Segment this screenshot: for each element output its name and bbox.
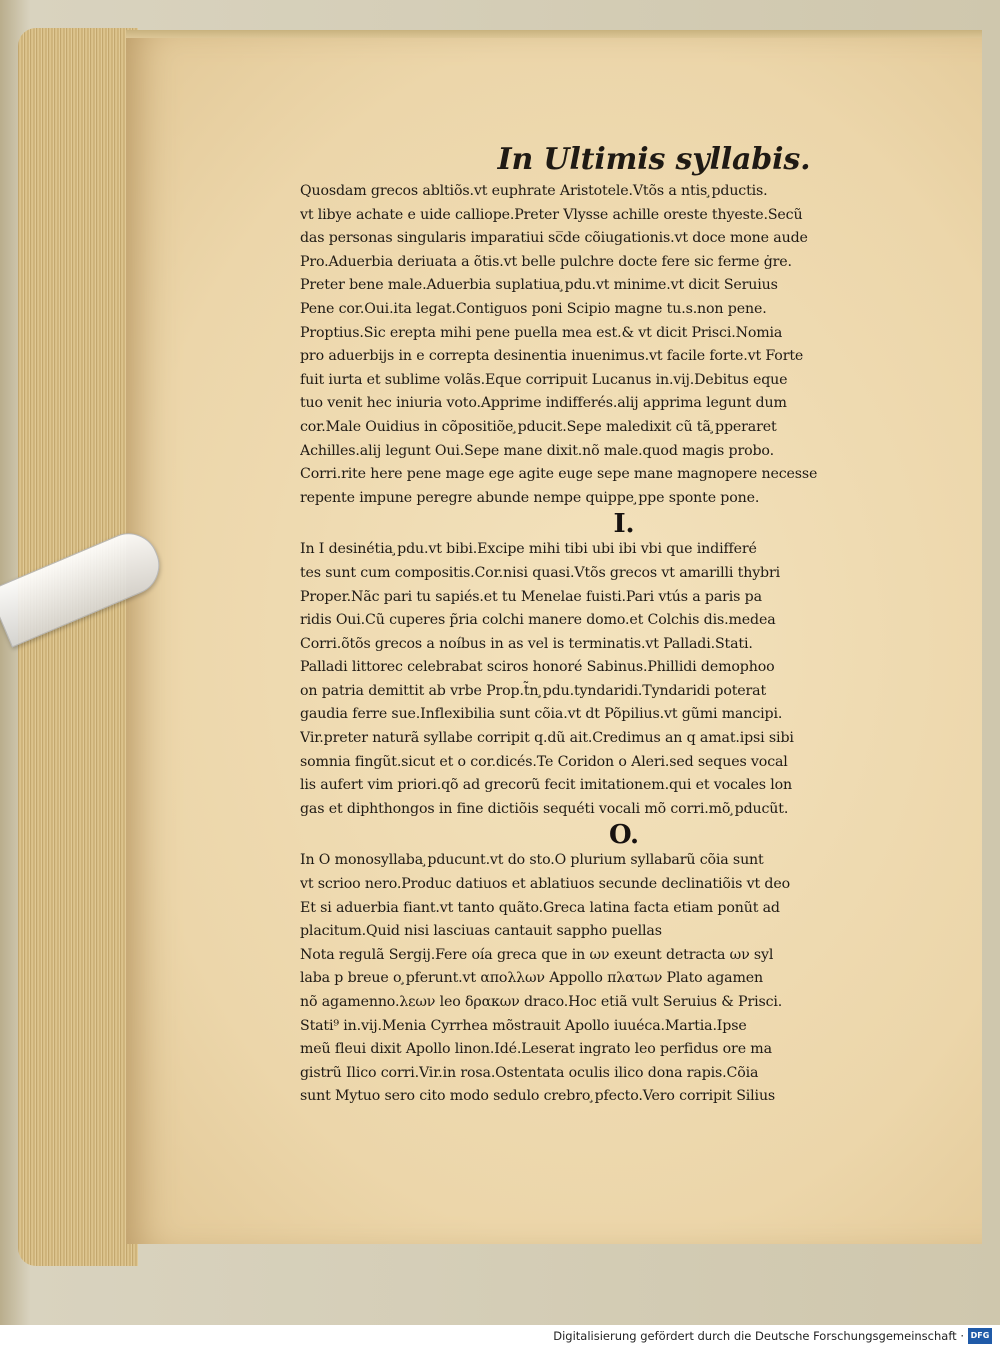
text-line: Nota regulã Sergij.Fere oía greca que in ων exeunt detracta ων syl: [300, 946, 774, 963]
paragraph-block-2: [300, 538, 948, 821]
text-line: tes sunt cum compositis.Cor.nisi quasi.Vtõs grecos vt amarilli thybri: [300, 564, 781, 581]
text-line: das personas singularis imparatiui sc̅de cõiugationis.vt doce mone aude: [300, 230, 808, 247]
text-line: Quosdam grecos abltiõs.vt euphrate Aristotele.Vtõs a ntis ̧pductis.: [300, 183, 768, 199]
dfg-logo-icon: DFG: [968, 1328, 992, 1344]
text-line: Achilles.alij legunt Oui.Sepe mane dixit.nõ male.quod magis probo.: [300, 442, 774, 459]
footer-bar: [0, 1325, 1000, 1349]
text-line: lis aufert vim priori.qõ ad grecorũ fecit imitationem.qui et vocales lon: [300, 777, 793, 794]
text-line: sunt Mytuo sero cito modo sedulo crebro ̧pfecto.Vero corripit Silius: [300, 1088, 776, 1105]
text-line: Proptius.Sic erepta mihi pene puella mea est.& vt dicit Prisci.Nomia: [300, 324, 783, 341]
text-line: meũ fleui dixit Apollo linon.Idé.Leserat ingrato leo perfidus ore ma: [300, 1041, 772, 1058]
text-line: Corri.õtõs grecos a noíbus in as vel is terminatis.vt Palladi.Stati.: [300, 635, 753, 652]
text-line: somnia fingũt.sicut et o cor.dicés.Te Coridon o Aleri.sed seques vocal: [300, 753, 788, 770]
text-line: laba p breue o ̧pferunt.vt απολλων Appollo πλατων Plato agamen: [300, 970, 764, 987]
footer-credit: Digitalisierung gefördert durch die Deutsche Forschungsgemeinschaft ·: [553, 1329, 964, 1343]
text-line: placitum.Quid nisi lasciuas cantauit sappho puellas: [300, 923, 662, 940]
text-line: In O monosyllaba ̧pducunt.vt do sto.O plurium syllabarũ cõia sunt: [300, 852, 764, 869]
text-line: cor.Male Ouidius in cõpositiõe ̧pducit.Sepe maledixit cũ tã ̧pperaret: [300, 418, 777, 435]
text-line: on patria demittit ab vrbe Prop.t̃n ̧pdu.tyndaridi.Tyndaridi poterat: [300, 682, 767, 699]
section-heading-i: I.: [613, 509, 635, 540]
text-line: Proper.Nãc pari tu sapiés.et tu Menelae fuisti.Pari vtús a paris pa: [300, 588, 762, 605]
text-line: In I desinétia ̧pdu.vt bibi.Excipe mihi tibi ubi ibi vbi que indifferé: [300, 541, 757, 558]
text-line: gistrũ Ilico corri.Vir.in rosa.Ostentata oculis ilico dona rapis.Cõia: [300, 1064, 759, 1081]
text-line: Preter bene male.Aduerbia suplatiua ̧pdu.vt minime.vt dicit Seruius: [300, 277, 778, 294]
text-line: Pro.Aduerbia deriuata a õtis.vt belle pulchre docte fere sic ferme ġre.: [300, 253, 792, 270]
text-line: vt scrioo nero.Produc datiuos et ablatiuos secunde declinatiõis vt deo: [300, 876, 790, 893]
text-line: tuo venit hec iniuria voto.Apprime indifferés.alij apprima legunt dum: [300, 395, 787, 412]
text-line: Vir.preter naturã syllabe corripit q.dũ ait.Credimus an q amat.ipsi sibi: [300, 730, 794, 747]
paragraph-block-1: [300, 180, 948, 510]
page-text: [300, 140, 948, 1109]
text-line: Corri.rite here pene mage ege agite euge sepe mane magnopere necesse: [300, 466, 818, 483]
text-line: pro aduerbijs in e correpta desinentia inuenimus.vt facile forte.vt Forte: [300, 348, 804, 365]
page-heading: In Ultimis syllabis.: [497, 142, 811, 177]
text-line: Palladi littorec celebrabat sciros honoré Sabinus.Phillidi demophoo: [300, 659, 775, 676]
text-line: gaudia ferre sue.Inflexibilia sunt cõia.vt dt Põpilius.vt gũmi mancipi.: [300, 706, 783, 723]
text-line: vt libye achate e uide calliope.Preter Vlysse achille oreste thyeste.Secũ: [300, 206, 803, 223]
text-line: fuit iurta et sublime volãs.Eque corripuit Lucanus in.vij.Debitus eque: [300, 371, 788, 388]
text-line: repente impune peregre abunde nempe quippe ̧ppe sponte pone.: [300, 489, 760, 506]
section-heading-o: O.: [609, 820, 639, 851]
text-line: Pene cor.Oui.ita legat.Contiguos poni Scipio magne tu.s.non pene.: [300, 300, 767, 317]
text-line: ridis Oui.Cũ cuperes p̃ria colchi manere domo.et Colchis dis.medea: [300, 612, 776, 629]
text-line: gas et diphthongos in fine dictiõis sequéti vocali mõ corri.mõ ̧pducũt.: [300, 800, 789, 817]
paragraph-block-3: [300, 849, 948, 1109]
text-line: Stati⁹ in.vij.Menia Cyrrhea mõstrauit Apollo iuuéca.Martia.Ipse: [300, 1017, 747, 1034]
text-line: Et si aduerbia fiant.vt tanto quãto.Greca latina facta etiam ponũt ad: [300, 899, 780, 916]
page-edges: [18, 28, 138, 1266]
text-line: nõ agamenno.λεων leo δρακων draco.Hoc etiã vult Seruius & Prisci.: [300, 994, 783, 1010]
